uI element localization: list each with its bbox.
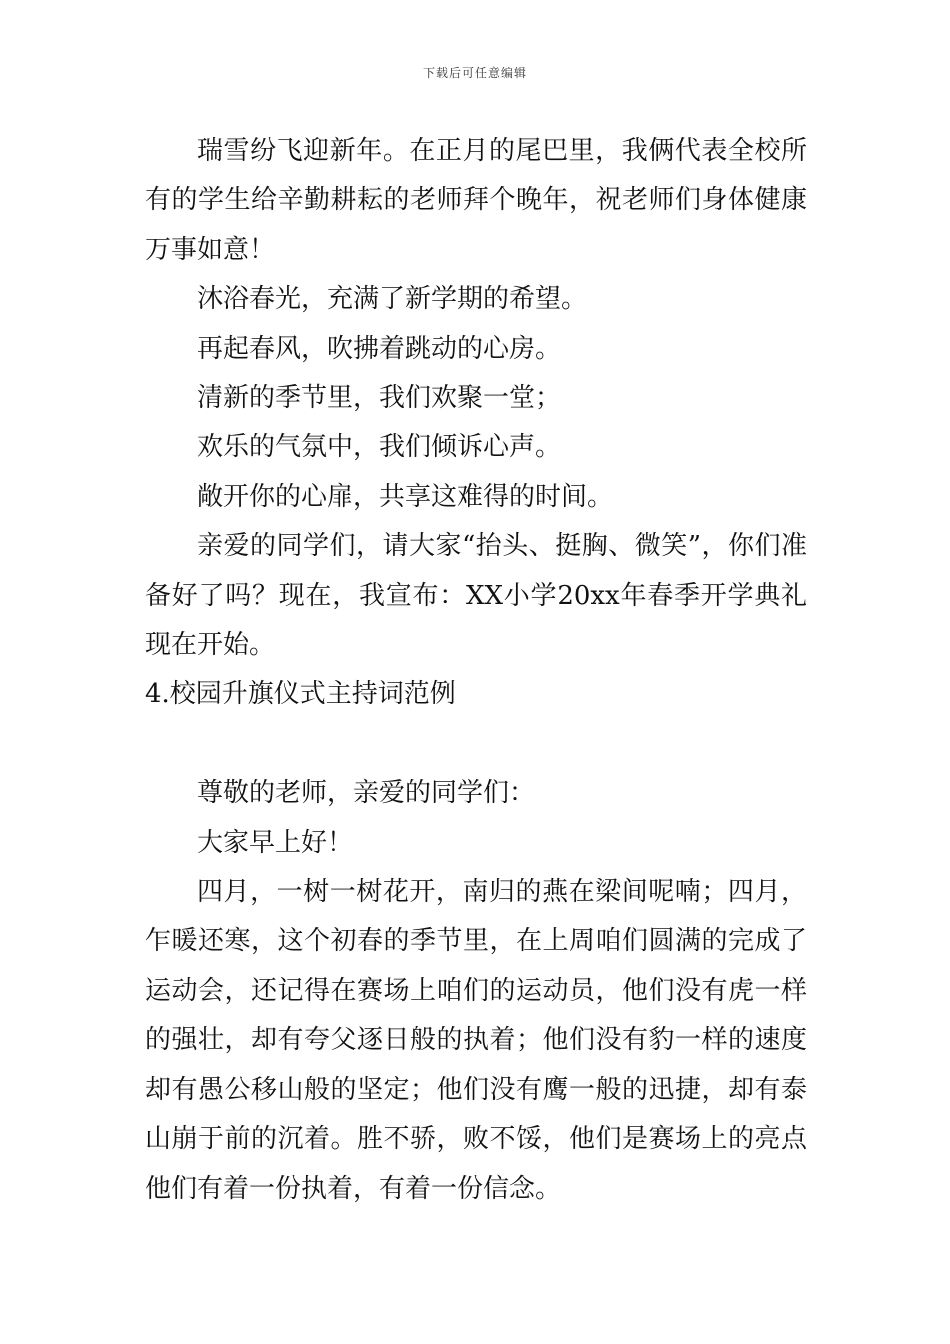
- page-header: 下载后可任意编辑: [422, 66, 527, 80]
- blank-line: [145, 720, 807, 769]
- document-body: [145, 127, 807, 1214]
- paragraph: 四月，一树一树花开，南归的燕在梁间呢喃；四月，乍暖还寒，这个初春的季节里，在上周咱们圆满的完成了运动会，还记得在赛场上咱们的运动员，他们没有虎一样的强壮，却有夸父逐日般的执着；他们没有豹一样的速度却有愚公移山般的坚定；他们没有鹰一般的迅捷，却有泰山崩于前的沉着。胜不骄，败不馁，他们是赛场上的亮点他们有着一份执着，有着一份信念。: [145, 877, 807, 1204]
- paragraph: 尊敬的老师，亲爱的同学们：: [197, 778, 536, 809]
- paragraph: 敞开你的心扉，共享这难得的时间。: [197, 481, 614, 512]
- paragraph: 清新的季节里，我们欢聚一堂；: [197, 383, 562, 414]
- paragraph: 亲爱的同学们，请大家“抬头、挺胸、微笑”，你们准备好了吗？现在，我宣布：XX小学20xx年春季开学典礼现在开始。: [145, 531, 807, 661]
- paragraph: 大家早上好！: [197, 827, 354, 858]
- paragraph: 欢乐的气氛中，我们倾诉心声。: [197, 432, 562, 463]
- paragraph: 瑞雪纷飞迎新年。在正月的尾巴里，我俩代表全校所有的学生给辛勤耕耘的老师拜个晚年，祝老师们身体健康万事如意！: [145, 136, 807, 265]
- paragraph: 再起春风，吹拂着跳动的心房。: [197, 333, 562, 364]
- section-title: 4.校园升旗仪式主持词范例: [145, 679, 456, 710]
- paragraph: 沐浴春光，充满了新学期的希望。: [197, 284, 588, 315]
